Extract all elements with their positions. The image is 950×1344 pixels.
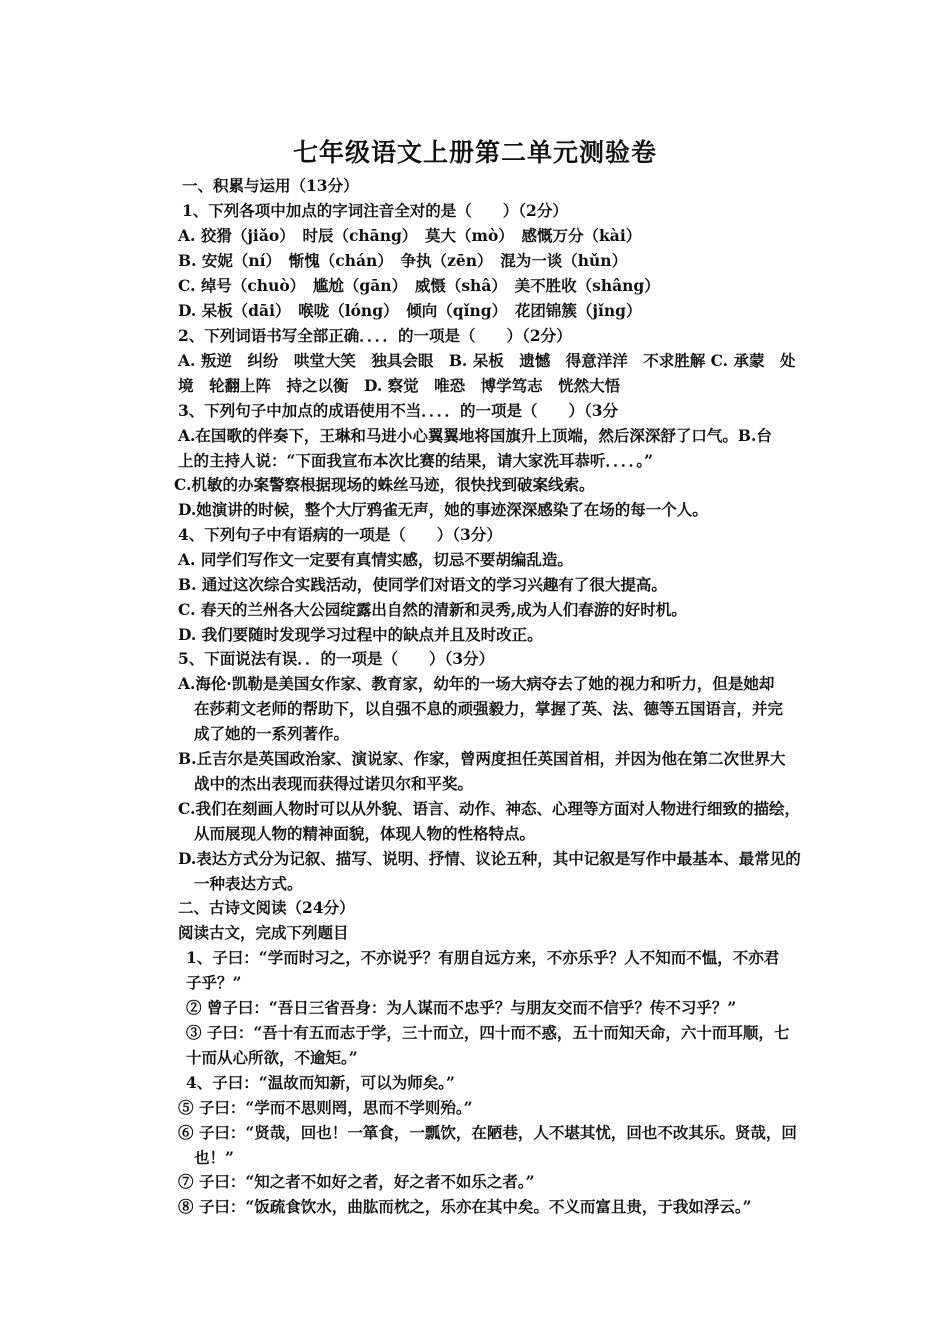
option-line: A. 叛逆 纠纷 哄堂大笑 独具会眼 B. 呆板 遗憾 得意洋洋 不求胜解 C. 承蒙 处	[178, 351, 796, 370]
text-line: ③ 子曰：“吾十有五而志于学，三十而立，四十而不惑，五十而知天命，六十而耳顺，七	[186, 1023, 790, 1042]
text-line: 子乎？”	[186, 973, 242, 992]
text-line: 1、子曰：“学而时习之，不亦说乎？有朋自远方来，不亦乐乎？人不知而不愠，不亦君	[186, 948, 780, 967]
question-2: 2、下列词语书写全部正确．．．．的一项是（ ）（2分）	[178, 326, 572, 345]
option-line: 从而展现人物的精神面貌，体现人物的性格特点。	[194, 824, 536, 843]
option-line: A.海伦·凯勒是美国女作家、教育家，幼年的一场大病夺去了她的视力和听力，但是她却	[178, 674, 775, 693]
option-line: B.丘吉尔是英国政治家、演说家、作家，曾两度担任英国首相，并因为他在第二次世界大	[178, 749, 786, 768]
text-line: 4、子曰：“温故而知新，可以为师矣。”	[186, 1073, 455, 1092]
option-line: 境 轮翻上阵 持之以衡 D. 察觉 唯恐 博学笃志 恍然大悟	[178, 376, 621, 395]
option-line: 成了她的一系列著作。	[194, 724, 350, 743]
text-line: ⑧ 子曰：“饭疏食饮水，曲肱而枕之，乐亦在其中矣。不义而富且贵，于我如浮云。”	[178, 1197, 752, 1216]
option-line: D.她演讲的时候，整个大厅鸦雀无声，她的事迹深深感染了在场的每一个人。	[178, 500, 708, 519]
section-heading-1: 一、积累与运用（13分）	[182, 176, 359, 195]
option-line: C.机敏的办案警察根据现场的蛛丝马迹，很快找到破案线索。	[174, 475, 595, 494]
section-heading-2: 二、古诗文阅读（24分）	[178, 898, 355, 917]
text-line: ② 曾子曰：“吾日三省吾身：为人谋而不忠乎？与朋友交而不信乎？传不习乎？”	[186, 998, 737, 1017]
question-1: 1、下列各项中加点的字词注音全对的是（ ）（2分）	[182, 201, 568, 220]
question-5: 5、下面说法有误．．的一项是（ ）（3分）	[178, 649, 495, 668]
option-line: 在莎莉文老师的帮助下，以自强不息的顽强毅力，掌握了英、法、德等五国语言，并完	[194, 699, 784, 718]
option-line: A. 同学们写作文一定要有真情实感，切忌不要胡编乱造。	[178, 550, 573, 569]
text-line: ⑤ 子曰：“学而不思则罔，思而不学则殆。”	[178, 1098, 473, 1117]
question-4: 4、下列句子中有语病的一项是（ ）（3分）	[178, 525, 502, 544]
option-line: A. 狡猾（jiǎo） 时辰（chāng） 莫大（mò） 感慨万分（kài）	[178, 226, 642, 245]
option-line: D. 我们要随时发现学习过程中的缺点并且及时改正。	[178, 625, 543, 644]
option-line: D. 呆板（dāi） 喉咙（lóng） 倾向（qǐng） 花团锦簇（jǐng）	[178, 301, 642, 320]
option-line: C.我们在刻画人物时可以从外貌、语言、动作、神态、心理等方面对人物进行细致的描绘，	[178, 799, 800, 818]
option-line: B. 通过这次综合实践活动，使同学们对语文的学习兴趣有了很大提高。	[178, 575, 667, 594]
option-line: D.表达方式分为记叙、描写、说明、抒情、议论五种，其中记叙是写作中最基本、最常见的	[178, 849, 801, 868]
option-line: A.在国歌的伴奏下，王琳和马进小心翼翼地将国旗升上顶端，然后深深舒了口气。B.台	[178, 426, 772, 445]
question-3: 3、下列句子中加点的成语使用不当．．．．的一项是（ ）（3分	[178, 401, 619, 420]
text-line: ⑦ 子曰：“知之者不如好之者，好之者不如乐之者。”	[178, 1172, 535, 1191]
text-line: 也！”	[194, 1148, 234, 1167]
option-line: B. 安妮（ní） 惭愧（chán） 争执（zēn） 混为一谈（hǔn）	[178, 251, 628, 270]
text-line: ⑥ 子曰：“贤哉，回也！一箪食，一瓢饮，在陋巷，人不堪其忧，回也不改其乐。贤哉，回	[178, 1123, 797, 1142]
option-line: 一种表达方式。	[194, 874, 303, 893]
option-line: C. 绰号（chuò） 尴尬（gān） 威慑（shâ） 美不胜收（shâng）	[178, 276, 660, 295]
option-line: 上的主持人说：“下面我宣布本次比赛的结果，请大家洗耳恭听．．．．。”	[178, 451, 654, 470]
instruction-line: 阅读古文，完成下列题目	[178, 923, 349, 942]
text-line: 十而从心所欲，不逾矩。”	[186, 1048, 358, 1067]
option-line: 战中的杰出表现而获得过诺贝尔和平奖。	[194, 774, 474, 793]
page-title: 七年级语文上册第二单元测验卷	[292, 138, 657, 167]
option-line: C. 春天的兰州各大公园绽露出自然的清新和灵秀,成为人们春游的好时机。	[178, 600, 687, 619]
